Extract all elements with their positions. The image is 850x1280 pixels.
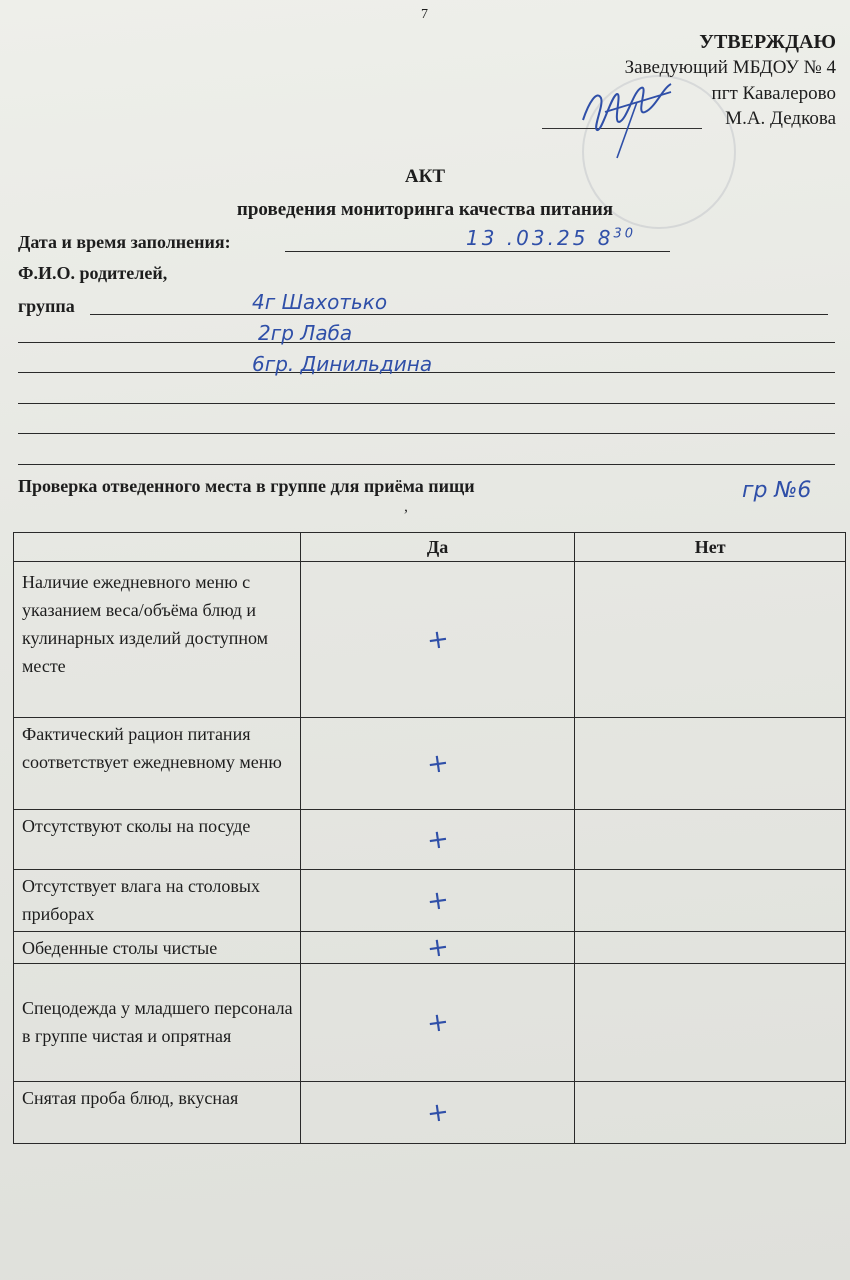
group-line-2 <box>18 342 835 343</box>
table-row <box>14 1082 846 1144</box>
criterion-cell: Фактический рацион питания соответствует ежедневному меню <box>14 718 301 810</box>
approval-title: УТВЕРЖДАЮ <box>699 31 836 53</box>
date-underline <box>285 251 670 252</box>
yes-cell <box>300 718 575 810</box>
yes-mark: + <box>424 1096 451 1129</box>
group-line-6 <box>18 464 835 465</box>
page-number: 7 <box>421 7 428 22</box>
handwritten-signature <box>575 72 685 162</box>
date-label: Дата и время заполнения: <box>18 232 231 252</box>
approval-town: пгт Кавалерово <box>711 83 836 104</box>
header-yes: Да <box>300 533 575 562</box>
header-no: Нет <box>575 533 846 562</box>
group-entry-1: 4г Шахотько <box>252 290 388 314</box>
group-line-1 <box>90 314 828 315</box>
section-title: Проверка отведенного места в группе для приёма пищи <box>18 476 475 496</box>
group-number-note: гр №6 <box>742 478 812 503</box>
yes-mark: + <box>424 747 451 780</box>
table-row <box>14 870 846 932</box>
group-line-5 <box>18 433 835 434</box>
table-row <box>14 718 846 810</box>
yes-cell <box>300 964 575 1082</box>
yes-mark: + <box>424 1006 451 1039</box>
criterion-cell: Снятая проба блюд, вкусная <box>14 1082 301 1144</box>
document-title: АКТ <box>404 166 446 187</box>
yes-cell <box>300 1082 575 1144</box>
no-cell <box>575 718 846 810</box>
group-label: группа <box>18 296 75 316</box>
approval-name: М.А. Дедкова <box>725 108 836 129</box>
inspection-table <box>13 532 846 1144</box>
header-criterion <box>14 533 301 562</box>
criterion-cell: Отсутствуют сколы на посуде <box>14 810 301 870</box>
no-cell <box>575 964 846 1082</box>
table-row <box>14 810 846 870</box>
criterion-cell: Обеденные столы чистые <box>14 932 301 964</box>
group-entry-3: 6гр. Динильдина <box>252 352 433 376</box>
no-cell <box>575 870 846 932</box>
document-subtitle: проведения мониторинга качества питания <box>236 199 614 220</box>
table-row <box>14 932 846 964</box>
criterion-cell: Спецодежда у младшего персонала в группе чистая и опрятная <box>14 964 301 1082</box>
no-cell <box>575 932 846 964</box>
group-line-4 <box>18 403 835 404</box>
table-header-row <box>14 533 846 562</box>
yes-mark: + <box>424 931 451 964</box>
group-entry-2: 2гр Лаба <box>258 321 353 345</box>
no-cell <box>575 562 846 718</box>
yes-cell <box>300 562 575 718</box>
no-cell <box>575 1082 846 1144</box>
yes-cell <box>300 870 575 932</box>
criterion-cell: Наличие ежедневного меню с указанием веса/объёма блюд и кулинарных изделий доступном месте <box>14 562 301 718</box>
no-cell <box>575 810 846 870</box>
yes-mark: + <box>424 823 451 856</box>
yes-cell <box>300 932 575 964</box>
stray-mark: , <box>404 498 408 515</box>
table-row <box>14 964 846 1082</box>
table-row <box>14 562 846 718</box>
approval-position: Заведующий МБДОУ № 4 <box>624 57 836 78</box>
yes-mark: + <box>424 884 451 917</box>
yes-mark: + <box>424 623 451 656</box>
parents-label: Ф.И.О. родителей, <box>18 263 168 283</box>
date-value: 13 .03.25 $8^{30}$ <box>466 226 637 250</box>
criterion-cell: Отсутствует влага на столовых приборах <box>14 870 301 932</box>
yes-cell <box>300 810 575 870</box>
